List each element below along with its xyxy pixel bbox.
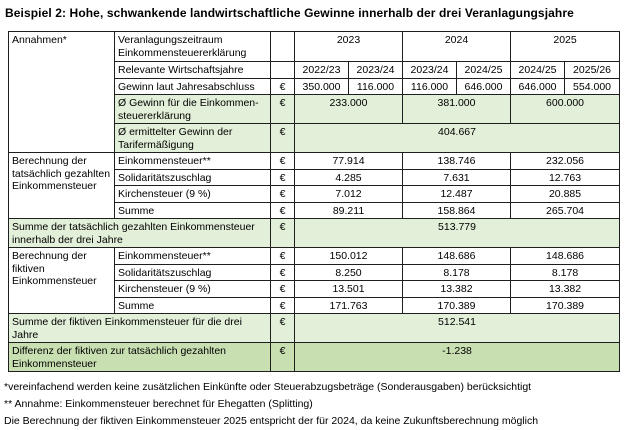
row-label: Solidaritätszuschlag <box>115 264 271 281</box>
gewinn-value-cell: 554.000 <box>565 78 620 95</box>
row-label: Summe <box>115 297 271 314</box>
sum-actual-label: Summe der tatsächlich gezahlten Einkommensteuer innerhalb der drei Jahre <box>9 219 271 248</box>
assumptions-cell: Annahmen* <box>9 32 115 153</box>
difference-value: -1.238 <box>295 343 620 372</box>
veranlagungszeitraum-label: Veranlagungszeitraum Einkommensteuererklärung <box>115 32 271 62</box>
avg-gewinn-value: 600.000 <box>511 95 620 124</box>
value-cell: 138.746 <box>403 153 511 170</box>
value-cell: 7.012 <box>295 186 403 203</box>
gewinn-label: Gewinn laut Jahresabschluss <box>115 78 271 95</box>
currency-cell: € <box>271 169 295 186</box>
value-cell: 13.382 <box>511 281 620 298</box>
currency-cell: € <box>271 153 295 170</box>
value-cell: 20.885 <box>511 186 620 203</box>
currency-column-spacer <box>271 32 295 62</box>
avg-gewinn-value: 233.000 <box>295 95 403 124</box>
currency-cell: € <box>271 95 295 124</box>
table-row <box>9 153 620 170</box>
currency-cell: € <box>271 264 295 281</box>
value-cell: 148.686 <box>403 248 511 265</box>
sum-actual-value: 513.779 <box>295 219 620 248</box>
footnote-splitting: ** Annahme: Einkommensteuer berechnet für Ehegatten (Splitting) <box>4 398 313 410</box>
row-label: Solidaritätszuschlag <box>115 169 271 186</box>
currency-cell: € <box>271 202 295 219</box>
year-header-2024: 2024 <box>403 32 511 62</box>
value-cell: 265.704 <box>511 202 620 219</box>
gewinn-value-cell: 350.000 <box>295 78 349 95</box>
tax-comparison-table <box>8 31 620 372</box>
table-row <box>9 248 620 265</box>
gewinn-value-cell: 116.000 <box>403 78 457 95</box>
currency-cell: € <box>271 281 295 298</box>
value-cell: 4.285 <box>295 169 403 186</box>
gewinn-value-cell: 646.000 <box>511 78 565 95</box>
year-header-2025: 2025 <box>511 32 620 62</box>
value-cell: 158.864 <box>403 202 511 219</box>
currency-cell: € <box>271 186 295 203</box>
currency-cell: € <box>271 219 295 248</box>
value-cell: 13.382 <box>403 281 511 298</box>
wirtschaftsjahr-cell: 2023/24 <box>403 62 457 79</box>
wirtschaftsjahr-cell: 2023/24 <box>349 62 403 79</box>
currency-cell: € <box>271 297 295 314</box>
avg-tarif-value: 404.667 <box>295 124 620 153</box>
sum-fictional-value: 512.541 <box>295 314 620 343</box>
value-cell: 8.250 <box>295 264 403 281</box>
currency-cell: € <box>271 314 295 343</box>
value-cell: 8.178 <box>403 264 511 281</box>
wirtschaftsjahre-label: Relevante Wirtschaftsjahre <box>115 62 271 79</box>
footnotes <box>4 379 626 430</box>
currency-cell: € <box>271 124 295 153</box>
value-cell: 12.763 <box>511 169 620 186</box>
row-label: Kirchensteuer (9 %) <box>115 281 271 298</box>
section-fictional-label: Berechnung der fiktiven Einkommensteuer <box>9 248 115 314</box>
section-actual-label: Berechnung der tatsächlich gezahlten Einkommensteuer <box>9 153 115 219</box>
difference-label: Differenz der fiktiven zur tatsächlich gezahlten Einkommensteuer <box>9 343 271 372</box>
gewinn-value-cell: 116.000 <box>349 78 403 95</box>
wirtschaftsjahr-cell: 2024/25 <box>511 62 565 79</box>
row-label: Kirchensteuer (9 %) <box>115 186 271 203</box>
wirtschaftsjahr-cell: 2025/26 <box>565 62 620 79</box>
avg-gewinn-value: 381.000 <box>403 95 511 124</box>
currency-cell: € <box>271 343 295 372</box>
table-row <box>9 32 620 62</box>
document-title: Beispiel 2: Hohe, schwankende landwirtschaftliche Gewinne innerhalb der drei Veranlagungsjahre <box>5 6 574 20</box>
value-cell: 7.631 <box>403 169 511 186</box>
footnote-simplification: *vereinfachend werden keine zusätzlichen Einkünfte oder Steuerabzugsbeträge (Sonderausgaben) berücksichtigt <box>4 381 532 393</box>
table-row <box>9 343 620 372</box>
row-label: Einkommensteuer** <box>115 153 271 170</box>
value-cell: 8.178 <box>511 264 620 281</box>
value-cell: 150.012 <box>295 248 403 265</box>
row-label: Einkommensteuer** <box>115 248 271 265</box>
wirtschaftsjahr-cell: 2024/25 <box>457 62 511 79</box>
currency-column-spacer <box>271 62 295 79</box>
currency-cell: € <box>271 78 295 95</box>
footnote-2025-calculation: Die Berechnung der fiktiven Einkommensteuer 2025 entspricht der für 2024, da keine Zukunftsberechnung möglich <box>4 415 539 427</box>
avg-tarif-label: Ø ermittelter Gewinn der Tarifermäßigung <box>115 124 271 153</box>
table-row <box>9 314 620 343</box>
year-header-2023: 2023 <box>295 32 403 62</box>
value-cell: 148.686 <box>511 248 620 265</box>
value-cell: 12.487 <box>403 186 511 203</box>
value-cell: 13.501 <box>295 281 403 298</box>
table-row <box>9 219 620 248</box>
gewinn-value-cell: 646.000 <box>457 78 511 95</box>
row-label: Summe <box>115 202 271 219</box>
sum-fictional-label: Summe der fiktiven Einkommensteuer für die drei Jahre <box>9 314 271 343</box>
avg-gewinn-label: Ø Gewinn für die Einkommen-steuererklärung <box>115 95 271 124</box>
value-cell: 89.211 <box>295 202 403 219</box>
value-cell: 170.389 <box>511 297 620 314</box>
value-cell: 232.056 <box>511 153 620 170</box>
currency-cell: € <box>271 248 295 265</box>
wirtschaftsjahr-cell: 2022/23 <box>295 62 349 79</box>
value-cell: 77.914 <box>295 153 403 170</box>
value-cell: 170.389 <box>403 297 511 314</box>
value-cell: 171.763 <box>295 297 403 314</box>
